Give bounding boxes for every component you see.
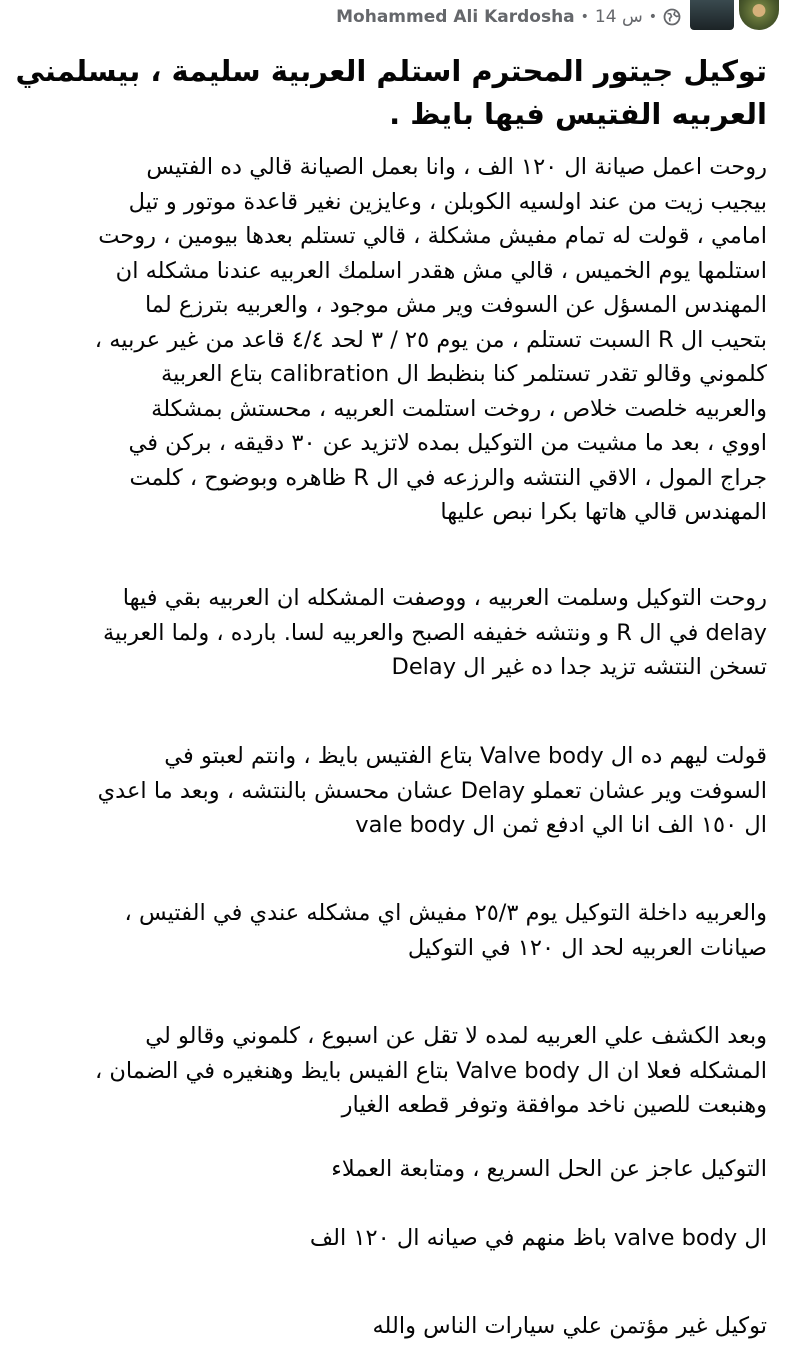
text-line: بتحيب ال R السبت تستلم ، من يوم ٢٥ / ٣ لحد ٤/٤ قاعد من غير عربيه ، bbox=[94, 326, 767, 353]
text-line: والعربيه خلصت خلاص ، روخت استلمت العربيه ، محستش بمشكلة bbox=[151, 395, 767, 422]
text-line: المهندس قالي هاتها بكرا نبص عليها bbox=[440, 499, 767, 525]
post-paragraph-7 bbox=[19, 1221, 767, 1256]
post-title bbox=[15, 50, 767, 136]
post-time[interactable]: 14 س bbox=[594, 7, 643, 27]
text-line: توكيل غير مؤتمن علي سيارات الناس والله bbox=[372, 1313, 767, 1339]
text-line: ال valve body باظ منهم في صيانه ال ١٢٠ الف bbox=[309, 1225, 767, 1251]
globe-icon bbox=[663, 8, 681, 26]
cover-thumbnail[interactable] bbox=[690, 0, 734, 30]
text-line: امامي ، قولت له تمام مفيش مشكلة ، قالي تستلم بعدها بيومين ، روحت bbox=[98, 223, 767, 249]
text-line: صيانات العربيه لحد ال ١٢٠ في التوكيل bbox=[407, 934, 767, 961]
author-name[interactable]: Mohammed Ali Kardosha bbox=[336, 7, 575, 27]
text-line: اووي ، بعد ما مشيت من التوكيل بمده لاتزيد عن ٣٠ دقيقه ، بركن في bbox=[128, 430, 767, 456]
text-line: المهندس المسؤل عن السوفت وير مش موجود ، والعربيه بترزع لما bbox=[144, 292, 767, 318]
text-line: روحت اعمل صيانة ال ١٢٠ الف ، وانا بعمل الصيانة قالي ده الفتيس bbox=[146, 154, 767, 180]
title-line: العربيه الفتيس فيها بايظ . bbox=[389, 97, 767, 131]
post-paragraph-5 bbox=[19, 1019, 767, 1123]
separator-dot: • bbox=[648, 9, 657, 25]
text-line: قولت ليهم ده ال Valve body بتاع الفتيس بايظ ، وانتم لعبتو في bbox=[164, 743, 767, 769]
post-header bbox=[0, 0, 789, 36]
post-paragraph-6 bbox=[19, 1152, 767, 1187]
text-line: السوفت وير عشان تعملو Delay عشان محسش بالنتشه ، وبعد ما اعدي bbox=[97, 777, 767, 804]
text-line: التوكيل عاجز عن الحل السريع ، ومتابعة العملاء bbox=[331, 1156, 767, 1182]
post-paragraph-1 bbox=[19, 150, 767, 530]
text-line: وبعد الكشف علي العربيه لمده لا تقل عن اسبوع ، كلموني وقالو لي bbox=[145, 1023, 767, 1049]
text-line: ال ١٥٠ الف انا الي ادفع ثمن ال vale body bbox=[355, 812, 767, 838]
text-line: جراج المول ، الاقي النتشه والرزعه في ال R ظاهره وبوضوح ، كلمت bbox=[129, 464, 767, 491]
post-paragraph-4 bbox=[19, 896, 767, 965]
text-line: تسخن النتشه تزيد جدا ده غير ال Delay bbox=[391, 654, 767, 680]
post-paragraph-3 bbox=[19, 739, 767, 843]
title-line: توكيل جيتور المحترم استلم العربية سليمة ، بيسلمني bbox=[15, 54, 767, 88]
text-line: استلمها يوم الخميس ، قالي مش هقدر اسلمك العربيه عندنا مشكله ان bbox=[115, 257, 767, 284]
post-paragraph-2 bbox=[19, 581, 767, 685]
avatar[interactable] bbox=[739, 0, 779, 30]
post-paragraph-8 bbox=[19, 1309, 767, 1344]
text-line: كلموني وقالو تقدر تستلمر كنا بنظبط ال calibration بتاع العربية bbox=[161, 361, 767, 387]
separator-dot: • bbox=[580, 9, 589, 25]
text-line: والعربيه داخلة التوكيل يوم ٢٥/٣ مفيش اي مشكله عندي في الفتيس ، bbox=[124, 900, 767, 926]
text-line: المشكله فعلا ان ال Valve body بتاع الفيس بايظ وهنغيره في الضمان ، bbox=[94, 1057, 767, 1084]
text-line: روحت التوكيل وسلمت العربيه ، ووصفت المشكله ان العربيه بقي فيها bbox=[122, 585, 767, 611]
text-line: delay في ال R و ونتشه خفيفه الصبح والعربيه لسا. بارده ، ولما العربية bbox=[102, 619, 767, 646]
text-line: وهنبعت للصين ناخد موافقة وتوفر قطعه الغيار bbox=[341, 1092, 767, 1118]
text-line: بيجيب زيت من عند اولسيه الكوبلن ، وعايزين نغير قاعدة موتور و تيل bbox=[128, 188, 767, 215]
post-meta bbox=[336, 5, 681, 29]
